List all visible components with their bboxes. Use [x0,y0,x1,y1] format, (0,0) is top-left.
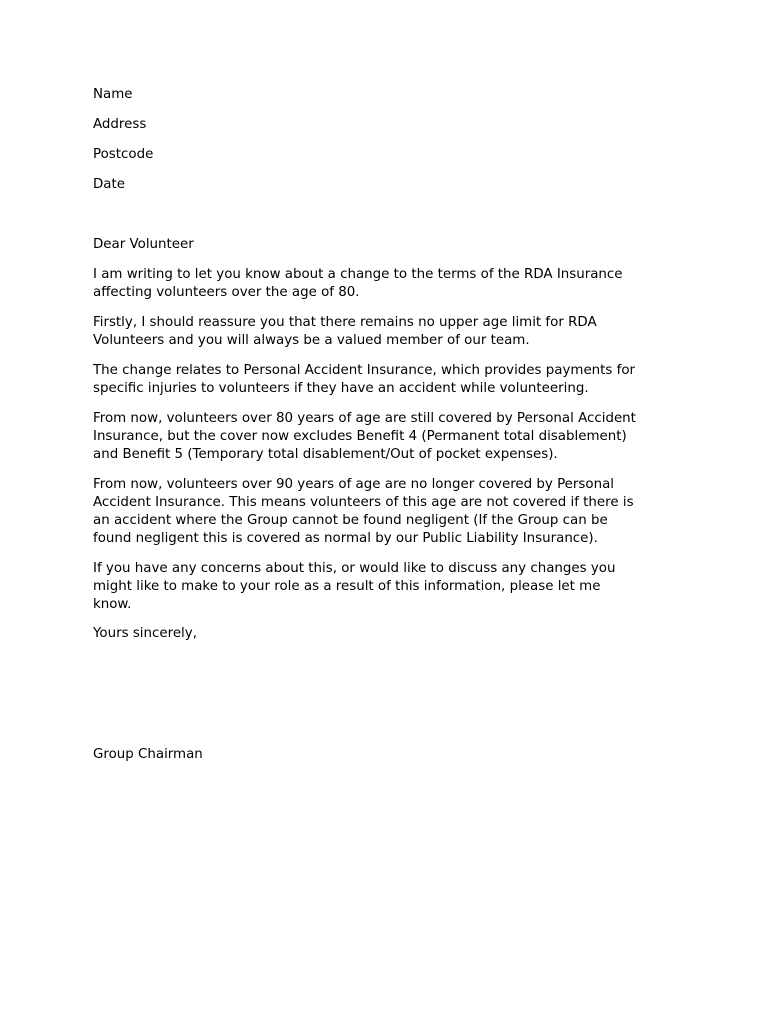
paragraph-line: Insurance, but the cover now excludes Benefit 4 (Permanent total disablement) [93,429,627,444]
signature-title: Group Chairman [93,747,203,762]
recipient-postcode: Postcode [93,147,154,162]
paragraph-line: found negligent this is covered as normal by our Public Liability Insurance). [93,531,598,546]
paragraph-line: might like to make to your role as a result of this information, please let me [93,579,601,594]
paragraph-line: Firstly, I should reassure you that there remains no upper age limit for RDA [93,315,597,330]
paragraph-line: affecting volunteers over the age of 80. [93,285,360,300]
paragraph-line: Accident Insurance. This means volunteers of this age are not covered if there is [93,495,634,510]
paragraph-line: From now, volunteers over 80 years of age are still covered by Personal Accident [93,411,636,426]
paragraph-over-90 [93,476,693,548]
salutation: Dear Volunteer [93,237,194,252]
closing: Yours sincerely, [93,626,197,641]
paragraph-over-80 [93,410,693,464]
paragraph-reassurance [93,314,693,350]
paragraph-line: Volunteers and you will always be a valued member of our team. [93,333,530,348]
paragraph-line: I am writing to let you know about a change to the terms of the RDA Insurance [93,267,623,282]
paragraph-line: an accident where the Group cannot be found negligent (If the Group can be [93,513,608,528]
recipient-address: Address [93,117,147,132]
recipient-name: Name [93,87,133,102]
paragraph-line: If you have any concerns about this, or would like to discuss any changes you [93,561,616,576]
paragraph-change-notice [93,266,693,302]
paragraph-line: know. [93,597,132,612]
letter-date: Date [93,177,126,192]
paragraph-line: and Benefit 5 (Temporary total disablement/Out of pocket expenses). [93,447,558,462]
paragraph-line: From now, volunteers over 90 years of age are no longer covered by Personal [93,477,615,492]
paragraph-concerns [93,560,693,614]
paragraph-line: specific injuries to volunteers if they have an accident while volunteering. [93,381,589,396]
paragraph-change-detail [93,362,693,398]
paragraph-line: The change relates to Personal Accident Insurance, which provides payments for [93,363,636,378]
